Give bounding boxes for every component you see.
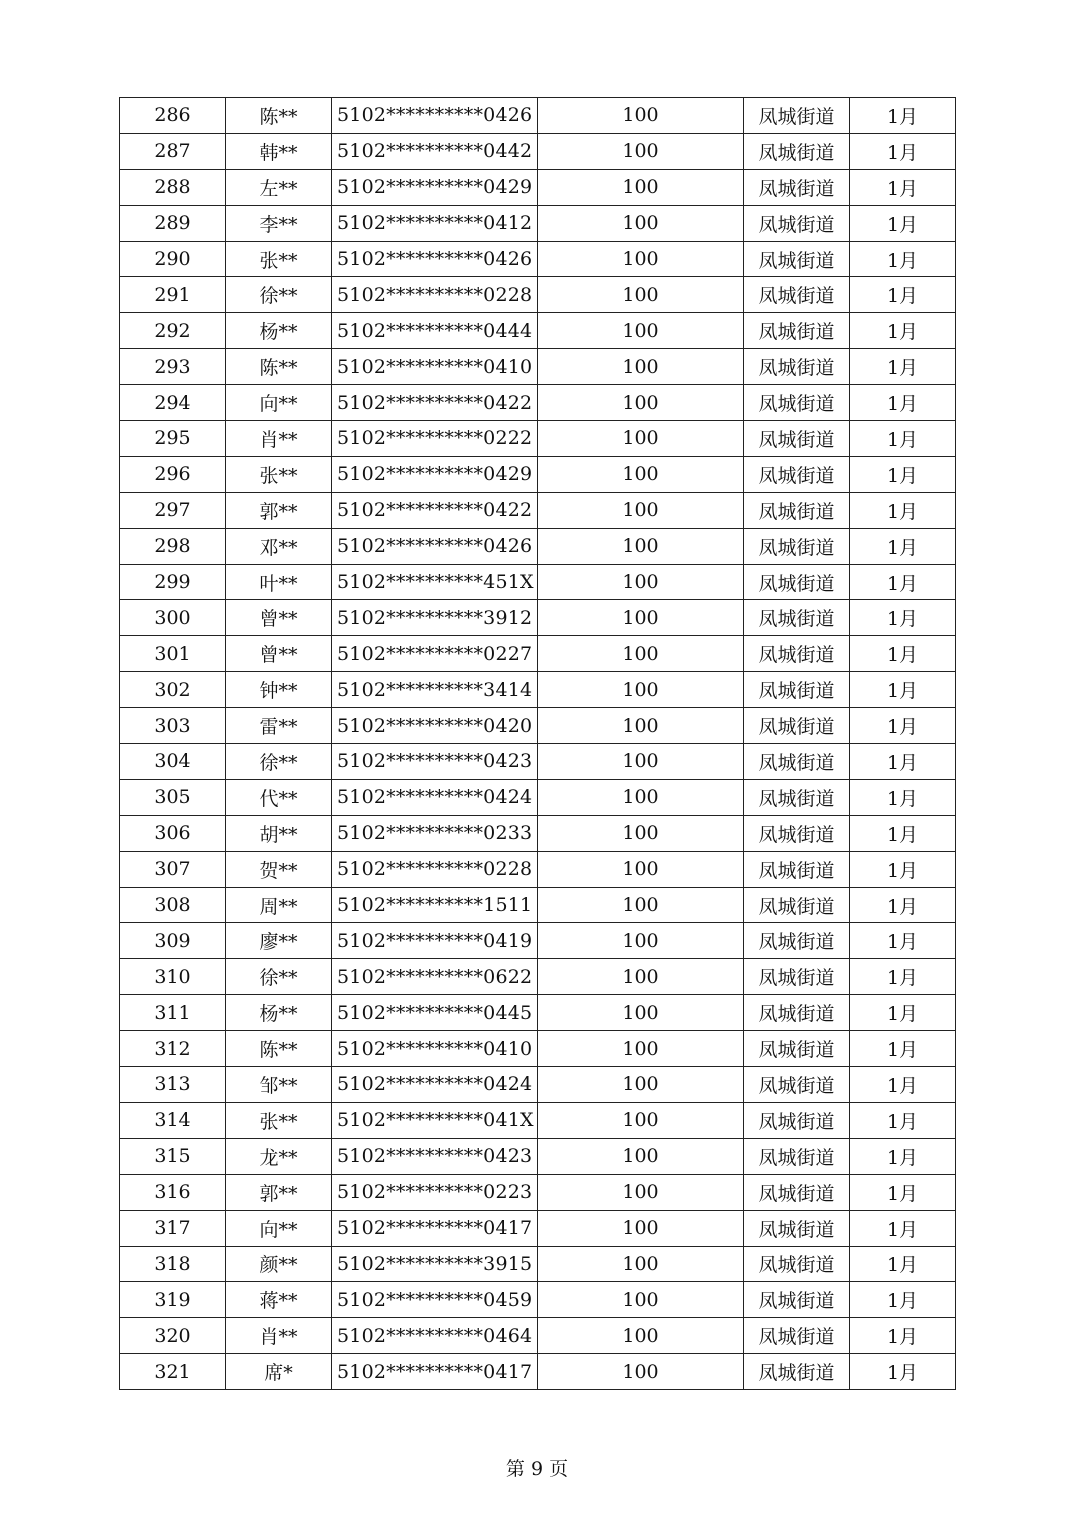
street-cell: 凤城街道 — [744, 1210, 850, 1246]
id-number-cell: 5102**********451X — [332, 564, 538, 600]
month-cell: 1月 — [850, 1031, 956, 1067]
amount-cell: 100 — [538, 313, 744, 349]
month-cell: 1月 — [850, 779, 956, 815]
name-cell: 蒋** — [226, 1282, 332, 1318]
table-row — [120, 1067, 956, 1103]
serial-number-cell: 310 — [120, 959, 226, 995]
table-row — [120, 815, 956, 851]
month-cell: 1月 — [850, 349, 956, 385]
table-row — [120, 744, 956, 780]
serial-number-cell: 301 — [120, 636, 226, 672]
serial-number-cell: 314 — [120, 1102, 226, 1138]
table-row — [120, 492, 956, 528]
amount-cell: 100 — [538, 923, 744, 959]
month-cell: 1月 — [850, 600, 956, 636]
serial-number-cell: 294 — [120, 385, 226, 421]
month-cell: 1月 — [850, 744, 956, 780]
street-cell: 凤城街道 — [744, 313, 850, 349]
table-row — [120, 98, 956, 134]
table-row — [120, 1102, 956, 1138]
name-cell: 席* — [226, 1354, 332, 1390]
street-cell: 凤城街道 — [744, 851, 850, 887]
amount-cell: 100 — [538, 564, 744, 600]
name-cell: 郭** — [226, 492, 332, 528]
street-cell: 凤城街道 — [744, 708, 850, 744]
name-cell: 肖** — [226, 421, 332, 457]
serial-number-cell: 288 — [120, 169, 226, 205]
amount-cell: 100 — [538, 1282, 744, 1318]
id-number-cell: 5102**********0222 — [332, 421, 538, 457]
amount-cell: 100 — [538, 959, 744, 995]
street-cell: 凤城街道 — [744, 600, 850, 636]
id-number-cell: 5102**********0424 — [332, 779, 538, 815]
month-cell: 1月 — [850, 1138, 956, 1174]
name-cell: 肖** — [226, 1318, 332, 1354]
street-cell: 凤城街道 — [744, 1067, 850, 1103]
table-row — [120, 995, 956, 1031]
serial-number-cell: 298 — [120, 528, 226, 564]
month-cell: 1月 — [850, 528, 956, 564]
id-number-cell: 5102**********0412 — [332, 205, 538, 241]
street-cell: 凤城街道 — [744, 1174, 850, 1210]
name-cell: 代** — [226, 779, 332, 815]
street-cell: 凤城街道 — [744, 421, 850, 457]
amount-cell: 100 — [538, 600, 744, 636]
amount-cell: 100 — [538, 1210, 744, 1246]
id-number-cell: 5102**********0423 — [332, 1138, 538, 1174]
month-cell: 1月 — [850, 313, 956, 349]
id-number-cell: 5102**********0417 — [332, 1354, 538, 1390]
month-cell: 1月 — [850, 277, 956, 313]
id-number-cell: 5102**********0426 — [332, 241, 538, 277]
table-row — [120, 241, 956, 277]
amount-cell: 100 — [538, 1067, 744, 1103]
serial-number-cell: 289 — [120, 205, 226, 241]
street-cell: 凤城街道 — [744, 1031, 850, 1067]
serial-number-cell: 320 — [120, 1318, 226, 1354]
amount-cell: 100 — [538, 456, 744, 492]
month-cell: 1月 — [850, 923, 956, 959]
table-row — [120, 1031, 956, 1067]
serial-number-cell: 311 — [120, 995, 226, 1031]
street-cell: 凤城街道 — [744, 887, 850, 923]
id-number-cell: 5102**********0445 — [332, 995, 538, 1031]
serial-number-cell: 304 — [120, 744, 226, 780]
serial-number-cell: 305 — [120, 779, 226, 815]
table-row — [120, 1354, 956, 1390]
table-row — [120, 1246, 956, 1282]
serial-number-cell: 317 — [120, 1210, 226, 1246]
name-cell: 邓** — [226, 528, 332, 564]
amount-cell: 100 — [538, 133, 744, 169]
table-row — [120, 205, 956, 241]
id-number-cell: 5102**********0622 — [332, 959, 538, 995]
month-cell: 1月 — [850, 995, 956, 1031]
street-cell: 凤城街道 — [744, 959, 850, 995]
month-cell: 1月 — [850, 133, 956, 169]
name-cell: 向** — [226, 385, 332, 421]
street-cell: 凤城街道 — [744, 1354, 850, 1390]
street-cell: 凤城街道 — [744, 636, 850, 672]
name-cell: 陈** — [226, 1031, 332, 1067]
amount-cell: 100 — [538, 528, 744, 564]
id-number-cell: 5102**********0420 — [332, 708, 538, 744]
month-cell: 1月 — [850, 1210, 956, 1246]
street-cell: 凤城街道 — [744, 1102, 850, 1138]
amount-cell: 100 — [538, 205, 744, 241]
amount-cell: 100 — [538, 851, 744, 887]
name-cell: 徐** — [226, 277, 332, 313]
serial-number-cell: 319 — [120, 1282, 226, 1318]
id-number-cell: 5102**********0422 — [332, 385, 538, 421]
table-row — [120, 385, 956, 421]
month-cell: 1月 — [850, 636, 956, 672]
name-cell: 张** — [226, 1102, 332, 1138]
table-row — [120, 708, 956, 744]
name-cell: 胡** — [226, 815, 332, 851]
table-row — [120, 1318, 956, 1354]
id-number-cell: 5102**********0227 — [332, 636, 538, 672]
id-number-cell: 5102**********0459 — [332, 1282, 538, 1318]
serial-number-cell: 299 — [120, 564, 226, 600]
table-row — [120, 313, 956, 349]
amount-cell: 100 — [538, 995, 744, 1031]
table-row — [120, 600, 956, 636]
name-cell: 张** — [226, 456, 332, 492]
name-cell: 曾** — [226, 636, 332, 672]
table-row — [120, 1282, 956, 1318]
table-row — [120, 959, 956, 995]
serial-number-cell: 295 — [120, 421, 226, 457]
amount-cell: 100 — [538, 241, 744, 277]
street-cell: 凤城街道 — [744, 672, 850, 708]
id-number-cell: 5102**********0223 — [332, 1174, 538, 1210]
amount-cell: 100 — [538, 277, 744, 313]
name-cell: 向** — [226, 1210, 332, 1246]
month-cell: 1月 — [850, 456, 956, 492]
month-cell: 1月 — [850, 672, 956, 708]
street-cell: 凤城街道 — [744, 815, 850, 851]
serial-number-cell: 313 — [120, 1067, 226, 1103]
name-cell: 周** — [226, 887, 332, 923]
serial-number-cell: 308 — [120, 887, 226, 923]
month-cell: 1月 — [850, 241, 956, 277]
serial-number-cell: 296 — [120, 456, 226, 492]
month-cell: 1月 — [850, 98, 956, 134]
id-number-cell: 5102**********0429 — [332, 169, 538, 205]
amount-cell: 100 — [538, 98, 744, 134]
amount-cell: 100 — [538, 1318, 744, 1354]
serial-number-cell: 315 — [120, 1138, 226, 1174]
page-number: 第 9 页 — [505, 1458, 569, 1480]
amount-cell: 100 — [538, 169, 744, 205]
amount-cell: 100 — [538, 349, 744, 385]
name-cell: 雷** — [226, 708, 332, 744]
table-row — [120, 1138, 956, 1174]
table-row — [120, 528, 956, 564]
id-number-cell: 5102**********3414 — [332, 672, 538, 708]
amount-cell: 100 — [538, 887, 744, 923]
id-number-cell: 5102**********1511 — [332, 887, 538, 923]
id-number-cell: 5102**********0429 — [332, 456, 538, 492]
amount-cell: 100 — [538, 744, 744, 780]
street-cell: 凤城街道 — [744, 133, 850, 169]
street-cell: 凤城街道 — [744, 492, 850, 528]
serial-number-cell: 303 — [120, 708, 226, 744]
street-cell: 凤城街道 — [744, 241, 850, 277]
street-cell: 凤城街道 — [744, 744, 850, 780]
id-number-cell: 5102**********0228 — [332, 277, 538, 313]
amount-cell: 100 — [538, 815, 744, 851]
street-cell: 凤城街道 — [744, 923, 850, 959]
month-cell: 1月 — [850, 708, 956, 744]
id-number-cell: 5102**********0423 — [332, 744, 538, 780]
amount-cell: 100 — [538, 1246, 744, 1282]
month-cell: 1月 — [850, 1174, 956, 1210]
amount-cell: 100 — [538, 492, 744, 528]
month-cell: 1月 — [850, 564, 956, 600]
serial-number-cell: 292 — [120, 313, 226, 349]
serial-number-cell: 302 — [120, 672, 226, 708]
id-number-cell: 5102**********0444 — [332, 313, 538, 349]
name-cell: 韩** — [226, 133, 332, 169]
month-cell: 1月 — [850, 492, 956, 528]
amount-cell: 100 — [538, 421, 744, 457]
id-number-cell: 5102**********0422 — [332, 492, 538, 528]
month-cell: 1月 — [850, 887, 956, 923]
table-row — [120, 779, 956, 815]
table-row — [120, 421, 956, 457]
name-cell: 龙** — [226, 1138, 332, 1174]
id-number-cell: 5102**********0442 — [332, 133, 538, 169]
serial-number-cell: 312 — [120, 1031, 226, 1067]
month-cell: 1月 — [850, 205, 956, 241]
name-cell: 陈** — [226, 98, 332, 134]
id-number-cell: 5102**********0410 — [332, 349, 538, 385]
amount-cell: 100 — [538, 1354, 744, 1390]
street-cell: 凤城街道 — [744, 1246, 850, 1282]
serial-number-cell: 297 — [120, 492, 226, 528]
street-cell: 凤城街道 — [744, 564, 850, 600]
name-cell: 左** — [226, 169, 332, 205]
id-number-cell: 5102**********0464 — [332, 1318, 538, 1354]
table-row — [120, 1174, 956, 1210]
id-number-cell: 5102**********041X — [332, 1102, 538, 1138]
street-cell: 凤城街道 — [744, 349, 850, 385]
serial-number-cell: 286 — [120, 98, 226, 134]
table-row — [120, 887, 956, 923]
id-number-cell: 5102**********0233 — [332, 815, 538, 851]
id-number-cell: 5102**********0426 — [332, 528, 538, 564]
amount-cell: 100 — [538, 779, 744, 815]
id-number-cell: 5102**********0424 — [332, 1067, 538, 1103]
name-cell: 陈** — [226, 349, 332, 385]
serial-number-cell: 290 — [120, 241, 226, 277]
street-cell: 凤城街道 — [744, 169, 850, 205]
month-cell: 1月 — [850, 815, 956, 851]
records-table — [119, 97, 956, 1390]
table-row — [120, 1210, 956, 1246]
name-cell: 徐** — [226, 744, 332, 780]
id-number-cell: 5102**********0417 — [332, 1210, 538, 1246]
amount-cell: 100 — [538, 1102, 744, 1138]
name-cell: 杨** — [226, 313, 332, 349]
street-cell: 凤城街道 — [744, 456, 850, 492]
name-cell: 廖** — [226, 923, 332, 959]
amount-cell: 100 — [538, 1174, 744, 1210]
name-cell: 颜** — [226, 1246, 332, 1282]
serial-number-cell: 316 — [120, 1174, 226, 1210]
id-number-cell: 5102**********0228 — [332, 851, 538, 887]
table-row — [120, 349, 956, 385]
name-cell: 贺** — [226, 851, 332, 887]
serial-number-cell: 293 — [120, 349, 226, 385]
month-cell: 1月 — [850, 421, 956, 457]
name-cell: 叶** — [226, 564, 332, 600]
month-cell: 1月 — [850, 1102, 956, 1138]
name-cell: 曾** — [226, 600, 332, 636]
serial-number-cell: 291 — [120, 277, 226, 313]
records-table-body — [120, 98, 956, 1390]
street-cell: 凤城街道 — [744, 1318, 850, 1354]
street-cell: 凤城街道 — [744, 205, 850, 241]
month-cell: 1月 — [850, 1246, 956, 1282]
amount-cell: 100 — [538, 1031, 744, 1067]
name-cell: 钟** — [226, 672, 332, 708]
table-row — [120, 169, 956, 205]
table-row — [120, 277, 956, 313]
table-row — [120, 923, 956, 959]
serial-number-cell: 300 — [120, 600, 226, 636]
table-row — [120, 133, 956, 169]
month-cell: 1月 — [850, 169, 956, 205]
name-cell: 徐** — [226, 959, 332, 995]
table-row — [120, 851, 956, 887]
street-cell: 凤城街道 — [744, 995, 850, 1031]
amount-cell: 100 — [538, 708, 744, 744]
name-cell: 李** — [226, 205, 332, 241]
serial-number-cell: 306 — [120, 815, 226, 851]
month-cell: 1月 — [850, 1318, 956, 1354]
amount-cell: 100 — [538, 1138, 744, 1174]
serial-number-cell: 318 — [120, 1246, 226, 1282]
name-cell: 杨** — [226, 995, 332, 1031]
street-cell: 凤城街道 — [744, 1282, 850, 1318]
amount-cell: 100 — [538, 385, 744, 421]
month-cell: 1月 — [850, 959, 956, 995]
table-row — [120, 636, 956, 672]
id-number-cell: 5102**********3915 — [332, 1246, 538, 1282]
street-cell: 凤城街道 — [744, 98, 850, 134]
street-cell: 凤城街道 — [744, 385, 850, 421]
month-cell: 1月 — [850, 1282, 956, 1318]
table-row — [120, 564, 956, 600]
amount-cell: 100 — [538, 636, 744, 672]
serial-number-cell: 287 — [120, 133, 226, 169]
name-cell: 郭** — [226, 1174, 332, 1210]
id-number-cell: 5102**********3912 — [332, 600, 538, 636]
serial-number-cell: 307 — [120, 851, 226, 887]
serial-number-cell: 309 — [120, 923, 226, 959]
id-number-cell: 5102**********0410 — [332, 1031, 538, 1067]
name-cell: 张** — [226, 241, 332, 277]
street-cell: 凤城街道 — [744, 779, 850, 815]
amount-cell: 100 — [538, 672, 744, 708]
month-cell: 1月 — [850, 385, 956, 421]
month-cell: 1月 — [850, 1067, 956, 1103]
month-cell: 1月 — [850, 851, 956, 887]
id-number-cell: 5102**********0419 — [332, 923, 538, 959]
street-cell: 凤城街道 — [744, 277, 850, 313]
street-cell: 凤城街道 — [744, 528, 850, 564]
street-cell: 凤城街道 — [744, 1138, 850, 1174]
serial-number-cell: 321 — [120, 1354, 226, 1390]
name-cell: 邹** — [226, 1067, 332, 1103]
table-row — [120, 456, 956, 492]
id-number-cell: 5102**********0426 — [332, 98, 538, 134]
table-row — [120, 672, 956, 708]
month-cell: 1月 — [850, 1354, 956, 1390]
